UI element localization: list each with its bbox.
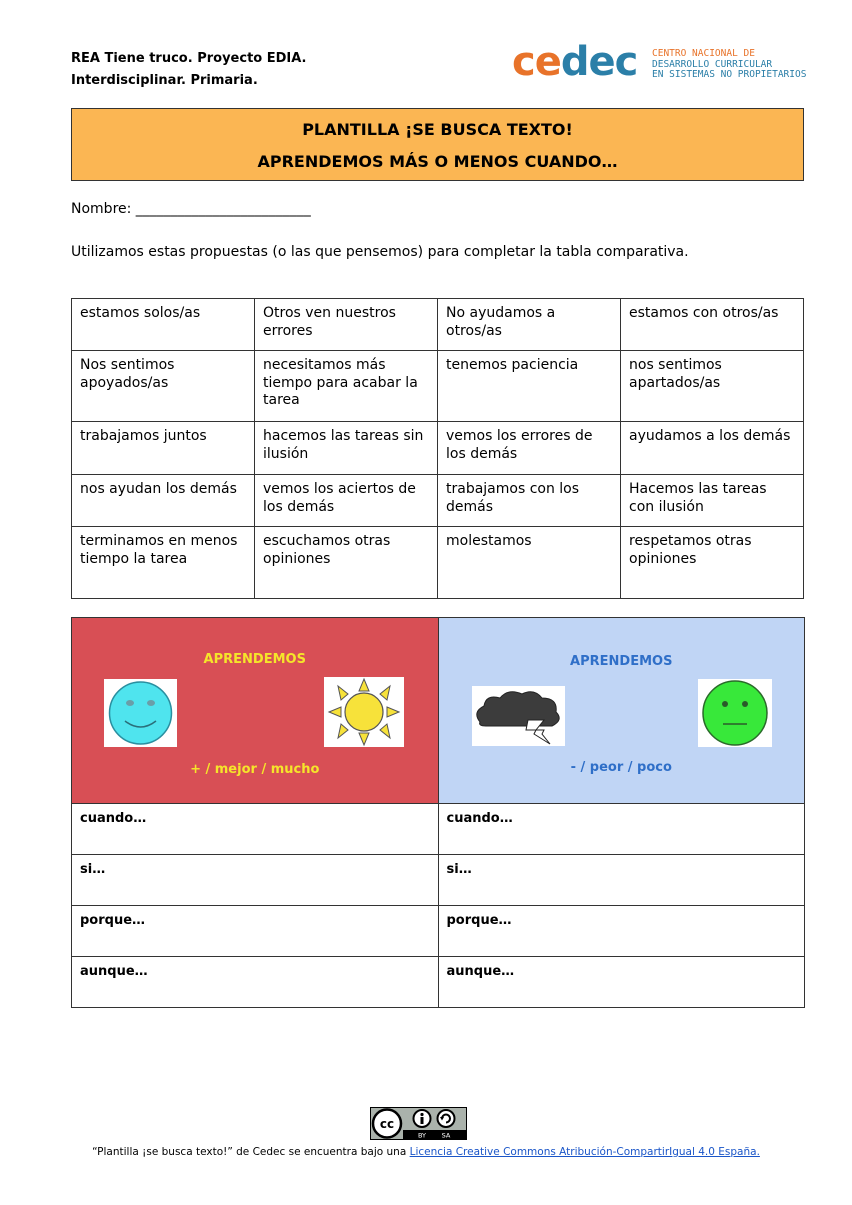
logo-subtitle [652, 49, 806, 81]
header-text [71, 48, 307, 92]
table-cell: escuchamos otras opiniones [255, 527, 438, 599]
answer-cell[interactable]: aunque… [438, 957, 805, 1008]
title-box [71, 108, 804, 181]
comparison-table [71, 617, 805, 1008]
table-cell: molestamos [438, 527, 621, 599]
answer-cell[interactable]: cuando… [72, 804, 439, 855]
table-row [72, 475, 804, 527]
logo-word-part-1: ce [512, 39, 561, 85]
answer-cell[interactable]: cuando… [438, 804, 805, 855]
positive-subtitle: + / mejor / mucho [190, 762, 320, 777]
answer-cell[interactable]: si… [72, 855, 439, 906]
comparison-row [72, 957, 805, 1008]
logo-word-part-2: dec [560, 39, 638, 85]
happy-face-icon [104, 679, 177, 747]
table-cell: respetamos otras opiniones [621, 527, 804, 599]
comparison-row [72, 855, 805, 906]
header-line-2: Interdisciplinar. Primaria. [71, 73, 258, 88]
table-row [72, 422, 804, 475]
table-cell: trabajamos juntos [72, 422, 255, 475]
table-cell: tenemos paciencia [438, 351, 621, 422]
logo-word [512, 38, 637, 86]
cedec-logo [512, 39, 812, 86]
positive-panel [72, 618, 439, 804]
cc-text: cc [379, 1117, 395, 1131]
table-cell: terminamos en menos tiempo la tarea [72, 527, 255, 599]
comparison-row [72, 804, 805, 855]
title-line-2: APRENDEMOS MÁS O MENOS CUANDO… [257, 152, 618, 171]
table-row [72, 299, 804, 351]
table-cell: vemos los errores de los demás [438, 422, 621, 475]
license-prefix: “Plantilla ¡se busca texto!” de Cedec se encuentra bajo una [92, 1146, 410, 1158]
neutral-face-icon [698, 679, 772, 747]
storm-cloud-icon [472, 686, 565, 746]
table-cell: hacemos las tareas sin ilusión [255, 422, 438, 475]
title-line-1: PLANTILLA ¡SE BUSCA TEXTO! [302, 120, 573, 139]
comparison-header-row [72, 618, 805, 804]
name-field[interactable]: Nombre: _________________________ [71, 201, 311, 217]
answer-cell[interactable]: aunque… [72, 957, 439, 1008]
table-cell: No ayudamos a otros/as [438, 299, 621, 351]
table-cell: ayudamos a los demás [621, 422, 804, 475]
creative-commons-badge [370, 1107, 467, 1140]
table-cell: trabajamos con los demás [438, 475, 621, 527]
table-cell: estamos con otros/as [621, 299, 804, 351]
sun-icon [324, 677, 404, 747]
table-cell: estamos solos/as [72, 299, 255, 351]
table-cell: nos sentimos apartados/as [621, 351, 804, 422]
comparison-row [72, 906, 805, 957]
cc-sa-text: SA [441, 1131, 451, 1140]
negative-subtitle: - / peor / poco [570, 760, 672, 775]
cc-by-text: BY [417, 1131, 427, 1140]
table-cell: Nos sentimos apoyados/as [72, 351, 255, 422]
table-cell: nos ayudan los demás [72, 475, 255, 527]
answer-cell[interactable]: porque… [438, 906, 805, 957]
header-line-1: REA Tiene truco. Proyecto EDIA. [71, 51, 307, 66]
positive-heading: APRENDEMOS [203, 652, 306, 667]
license-line [0, 1146, 852, 1158]
logo-sub-3: EN SISTEMAS NO PROPIETARIOS [652, 69, 807, 80]
table-cell: necesitamos más tiempo para acabar la tarea [255, 351, 438, 422]
table-row [72, 351, 804, 422]
words-table [71, 298, 804, 599]
answer-cell[interactable]: si… [438, 855, 805, 906]
instructions: Utilizamos estas propuestas (o las que pensemos) para completar la tabla comparativa. [71, 244, 689, 260]
answer-cell[interactable]: porque… [72, 906, 439, 957]
negative-panel [438, 618, 805, 804]
table-cell: Otros ven nuestros errores [255, 299, 438, 351]
license-link[interactable]: Licencia Creative Commons Atribución-CompartirIgual 4.0 España. [409, 1146, 760, 1158]
negative-heading: APRENDEMOS [570, 654, 673, 669]
logo-sub-1: CENTRO NACIONAL DE [652, 48, 755, 59]
table-cell: Hacemos las tareas con ilusión [621, 475, 804, 527]
logo-sub-2: DESARROLLO CURRICULAR [652, 58, 773, 70]
table-cell: vemos los aciertos de los demás [255, 475, 438, 527]
table-row [72, 527, 804, 599]
